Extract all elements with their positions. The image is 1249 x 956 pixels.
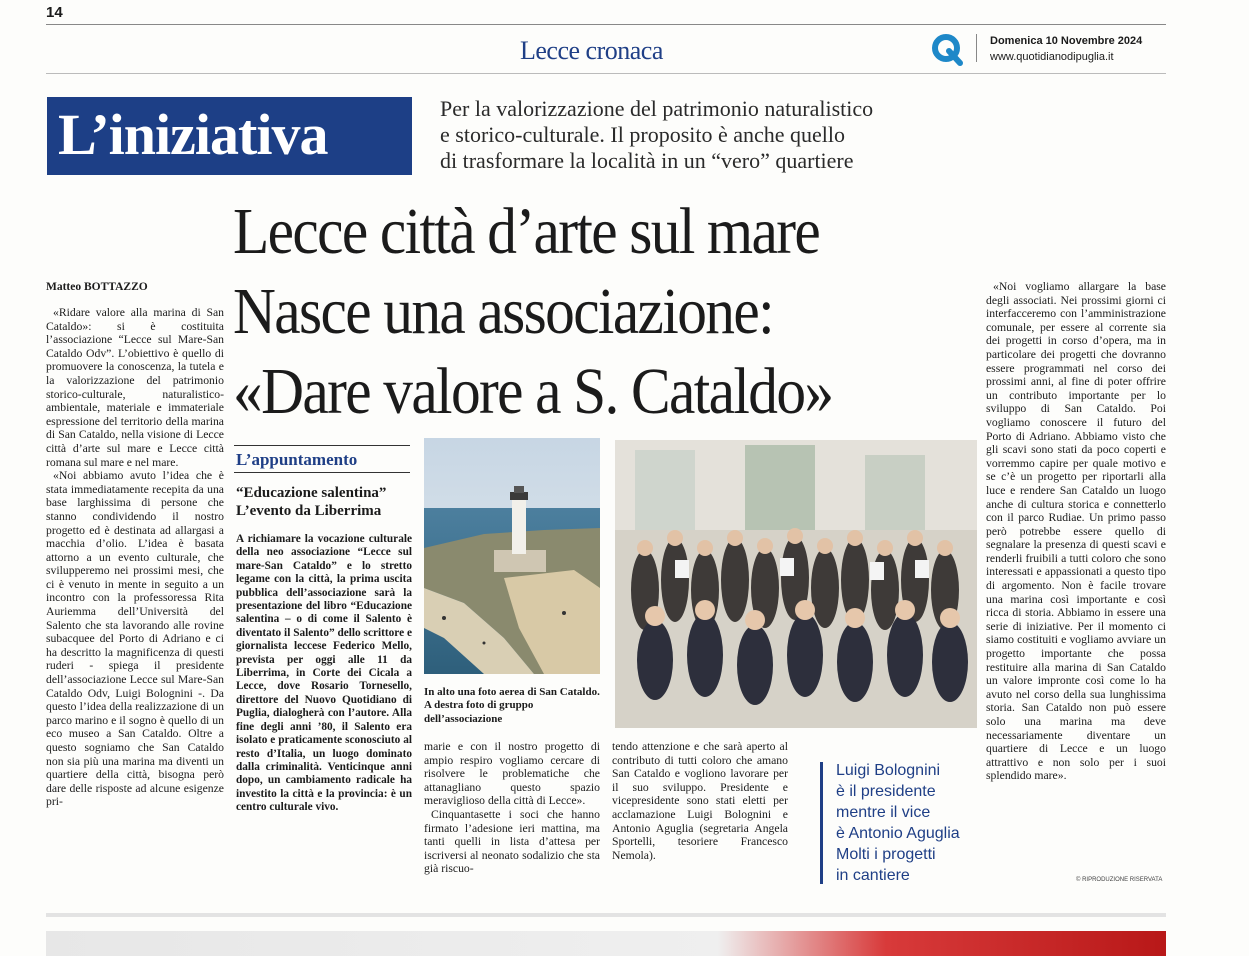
kicker: L’iniziativa [58,102,328,167]
page-number: 14 [46,4,63,21]
photo-caption: In alto una foto aerea di San Cataldo. A destra foto di gruppo dell’associazione [424,686,600,725]
pullquote-line: Molti i progetti [836,846,936,863]
box-title: L’appuntamento [236,450,358,469]
box-title-rule [234,472,410,473]
paragraph: Cinquantasette i soci che hanno firmato l’adesione ieri mattina, ma tanti quelli in lista d’attesa per iscriversi al neonato sodalizio che sta già riscuo- [424,807,600,876]
paragraph: «Ridare valore alla marina di San Cataldo»: si è costituita l’associazione “Lecce sul Mare-San Cataldo Odv”. L’obiettivo è quello di promuovere la conoscenza, la tutela e la valorizzazione del patrimonio storico-culturale, naturalistico-ambientale, materiale e immateriale espressione del territorio della marina di San Cataldo, nella visione di Lecce città d’arte sul mare e Lecce città romana sul mare e nel mare. [46,306,224,469]
newspaper-logo-icon [930,32,964,66]
article-column-4: tendo attenzione e che sarà aperto al contributo di tutti coloro che amano San Cataldo e vogliono lavorare per il suo sviluppo. Presidente e vicepresidente sono stati eletti per acclamazione Luigi Bolognini e Antonio Aguglia (segretaria Angela Sportelli, tesoriere Francesco Nemola). [612,740,788,862]
headline-line: Lecce città d’arte sul mare [233,195,820,268]
paragraph: marie e con il nostro progetto di ampio respiro vogliamo cercare di risolvere le problematiche che attanagliano questo spazio meraviglioso della città di Lecce». [424,740,600,808]
deck-line: Per la valorizzazione del patrimonio naturalistico [440,96,874,121]
aerial-lighthouse-photo [424,438,600,674]
headline-line: «Dare valore a S. Cataldo» [233,355,833,428]
box-text: A richiamare la vocazione culturale della neo associazione “Lecce sul mare-San Cataldo” e lo stretto legame con la città, la prima uscita pubblica dell’associazione sarà la presentazione del libro “Educazione salentina – o di come il Salento è diventato il Salento” dello scrittore e giornalista leccese Federico Mello, prevista per oggi alle 11 da Liberrima, in Corte dei Cicala a Lecce, dove Rosario Tornesello, direttore del Nuovo Quotidiano di Puglia, dialogherà con l’autore. Alla fine degli anni ’80, il Salento era isolato e praticamente sconosciuto al resto d’Italia, un luogo dominato dalla criminalità. Venticinque anni dopo, un cambiamento radicale ha investito la città e la provincia: è un centro culturale vivo. [236,533,412,814]
article-column-1 [46,306,224,809]
header-divider [46,73,1166,74]
pullquote-bar [820,762,823,884]
paragraph: «Noi abbiamo avuto l’idea che è stata immediatamente recepita da una base larghissima di persone che stanno condividendo il nostro progetto ed è destinata ad allargasi a macchia d’olio. L’idea è basata attorno a un evento culturale, che svilupperemo nei prossimi mesi, che ci è venuto in mente in seguito a un incontro con la professoressa Rita Auriemma dell’Università del Salento che sta lavorando alle rovine subacquee del Porto di Adriano e ci ha descritto la magnificenza di questi ruderi - spiega il presidente dell’associazione Lecce sul Mare-San Cataldo Odv, Luigi Bolognini -. Da questo l’idea della realizzazione di un parco marino e il sogno è quello di un eco museo a San Cataldo. Oltre a questo sogniamo che San Cataldo non sia più una marina ma diventi un quartiere della città, bisogna però dare delle risposte ad alcune esigenze pri- [46,469,224,809]
section-title: Lecce cronaca [520,36,663,65]
pullquote-line: mentre il vice [836,804,931,821]
author-byline: Matteo BOTTAZZO [46,281,148,293]
pullquote-line: è Antonio Aguglia [836,825,960,842]
pullquote-line: Luigi Bolognini [836,762,941,779]
box-subtitle: “Educazione salentina” L’evento da Liberrima [236,485,387,519]
advertisement-strip [46,931,1166,956]
article-column-5: «Noi vogliamo allargare la base degli associati. Nei prossimi giorni ci interfacceremo con l’amministrazione comunale, per essere al corrente sia dei progetti in corso d’opera, ma in particolare dei progetti che dovranno essere programmati nel corso dei prossimi anni, al fine di poter offrire un contributo importante per lo sviluppo di San Cataldo. Poi vogliamo conoscere il futuro del Porto di Adriano. Abbiamo visto che gli scavi sono stati da poco coperti e vorremmo capire per quale motivo e se c’è un progetto per riportarli alla luce e rendere San Cataldo un luogo anche di cultura storica e connetterlo con il parco Rudiae. Un primo passo però potrebbe essere quello di segnalare la presenza di questi scavi e renderli fruibili a tutti coloro che sono interessati e appassionati a questo tipo di argomento. Non è facile trovare una marina così importante e così ricca di storia. Abbiamo in essere una serie di iniziative. Per il momento ci siamo costituiti e vogliamo avviare un progetto importante che possa restituire alla marina di San Cataldo un valore impronte così come lo ha avuto nel corso della sua lunghissima storia. San Cataldo non può essere solo una marina ma deve necessariamente diventare un quartiere di Lecce e un luogo attrattivo e non solo per i suoi splendido mare». [986,280,1166,783]
deck-line: e storico-culturale. Il proposito è anche quello [440,122,846,147]
top-divider [46,24,1166,25]
bottom-divider [46,913,1166,917]
headline-line: Nasce una associazione: [233,275,773,348]
group-photo [615,440,977,728]
pullquote [836,760,976,886]
headline [233,192,917,432]
article-column-3 [424,740,600,876]
pullquote-line: è il presidente [836,783,936,800]
issue-date: Domenica 10 Novembre 2024 [990,35,1143,47]
website-url: www.quotidianodipuglia.it [990,51,1114,63]
copyright-note: © RIPRODUZIONE RISERVATA [1076,877,1163,883]
deck [440,96,980,174]
deck-line: di trasformare la località in un “vero” quartiere [440,148,854,173]
masthead-separator [976,34,977,62]
pullquote-line: in cantiere [836,867,910,884]
box-top-rule [234,445,410,446]
